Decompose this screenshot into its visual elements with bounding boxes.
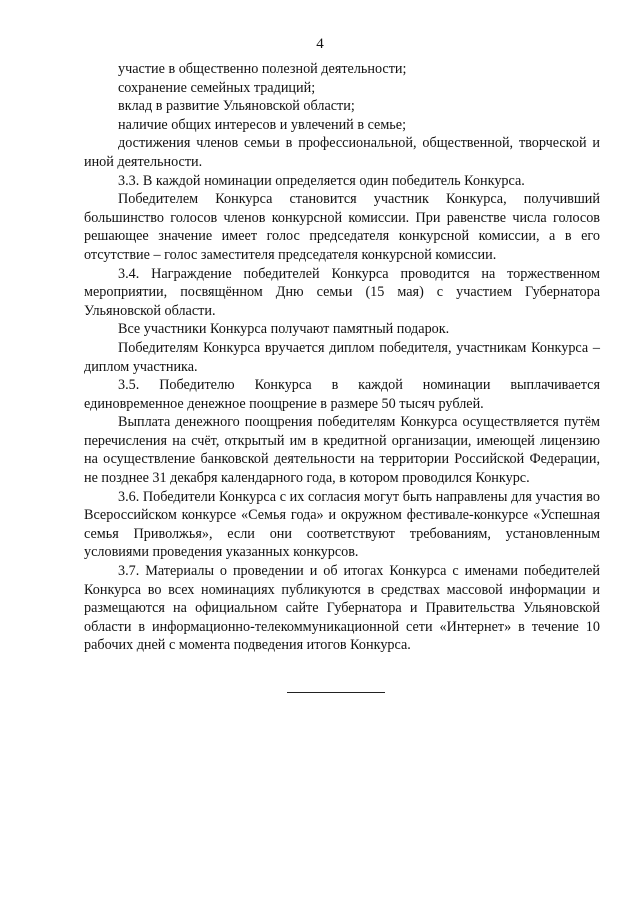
page-number: 4 bbox=[316, 36, 324, 52]
paragraph-3-4: 3.4. Награждение победителей Конкурса проводится на торжественном мероприятии, посвящённом Дню семьи (15 мая) с участием Губернатора Ульяновской области. bbox=[84, 265, 600, 319]
list-item: наличие общих интересов и увлечений в семье; bbox=[118, 116, 407, 133]
list-item: вклад в развитие Ульяновской области; bbox=[118, 98, 355, 115]
document-body bbox=[84, 60, 600, 655]
paragraph-payment: Выплата денежного поощрения победителям Конкурса осуществляется путём перечисления на счёт, открытый им в кредитной организации, имеющей лицензию на осуществление банковской деятельности на территории Российской Федерации, не позднее 31 декабря календарного года, в котором проводился Конкурс. bbox=[84, 414, 600, 487]
list-item: сохранение семейных традиций; bbox=[118, 79, 316, 96]
paragraph-3-5: 3.5. Победителю Конкурса в каждой номинации выплачивается единовременное денежное поощрение в размере 50 тысяч рублей. bbox=[84, 377, 600, 412]
list-item: участие в общественно полезной деятельности; bbox=[118, 61, 407, 77]
paragraph-3-3: 3.3. В каждой номинации определяется один победитель Конкурса. bbox=[118, 172, 525, 189]
end-separator-line bbox=[287, 692, 385, 693]
list-item: достижения членов семьи в профессиональной, общественной, творческой и иной деятельности. bbox=[84, 135, 600, 170]
paragraph-winner: Победителем Конкурса становится участник Конкурса, получивший большинство голосов членов конкурсной комиссии. При равенстве числа голосов решающее значение имеет голос председателя конкурсной комиссии, а в его отсутствие – голос заместителя председателя конкурсной комиссии. bbox=[84, 191, 600, 263]
paragraph-diploma: Победителям Конкурса вручается диплом победителя, участникам Конкурса – диплом участника. bbox=[84, 339, 600, 375]
paragraph-3-6: 3.6. Победители Конкурса с их согласия могут быть направлены для участия во Всероссийском конкурсе «Семья года» и окружном фестивале-конкурсе «Успешная семья Приволжья», если они соответствуют требованиям, установленным условиями проведения указанных конкурсов. bbox=[84, 488, 600, 561]
paragraph-3-7: 3.7. Материалы о проведении и об итогах Конкурса с именами победителей Конкурса во всех номинациях публикуются в средствах массовой информации и размещаются на официальном сайте Губернатора и Правительства Ульяновской области в информационно-телекоммуникационной сети «Интернет» в течение 10 рабочих дней с момента подведения итогов Конкурса. bbox=[84, 563, 600, 654]
paragraph-gift: Все участники Конкурса получают памятный подарок. bbox=[118, 321, 450, 338]
